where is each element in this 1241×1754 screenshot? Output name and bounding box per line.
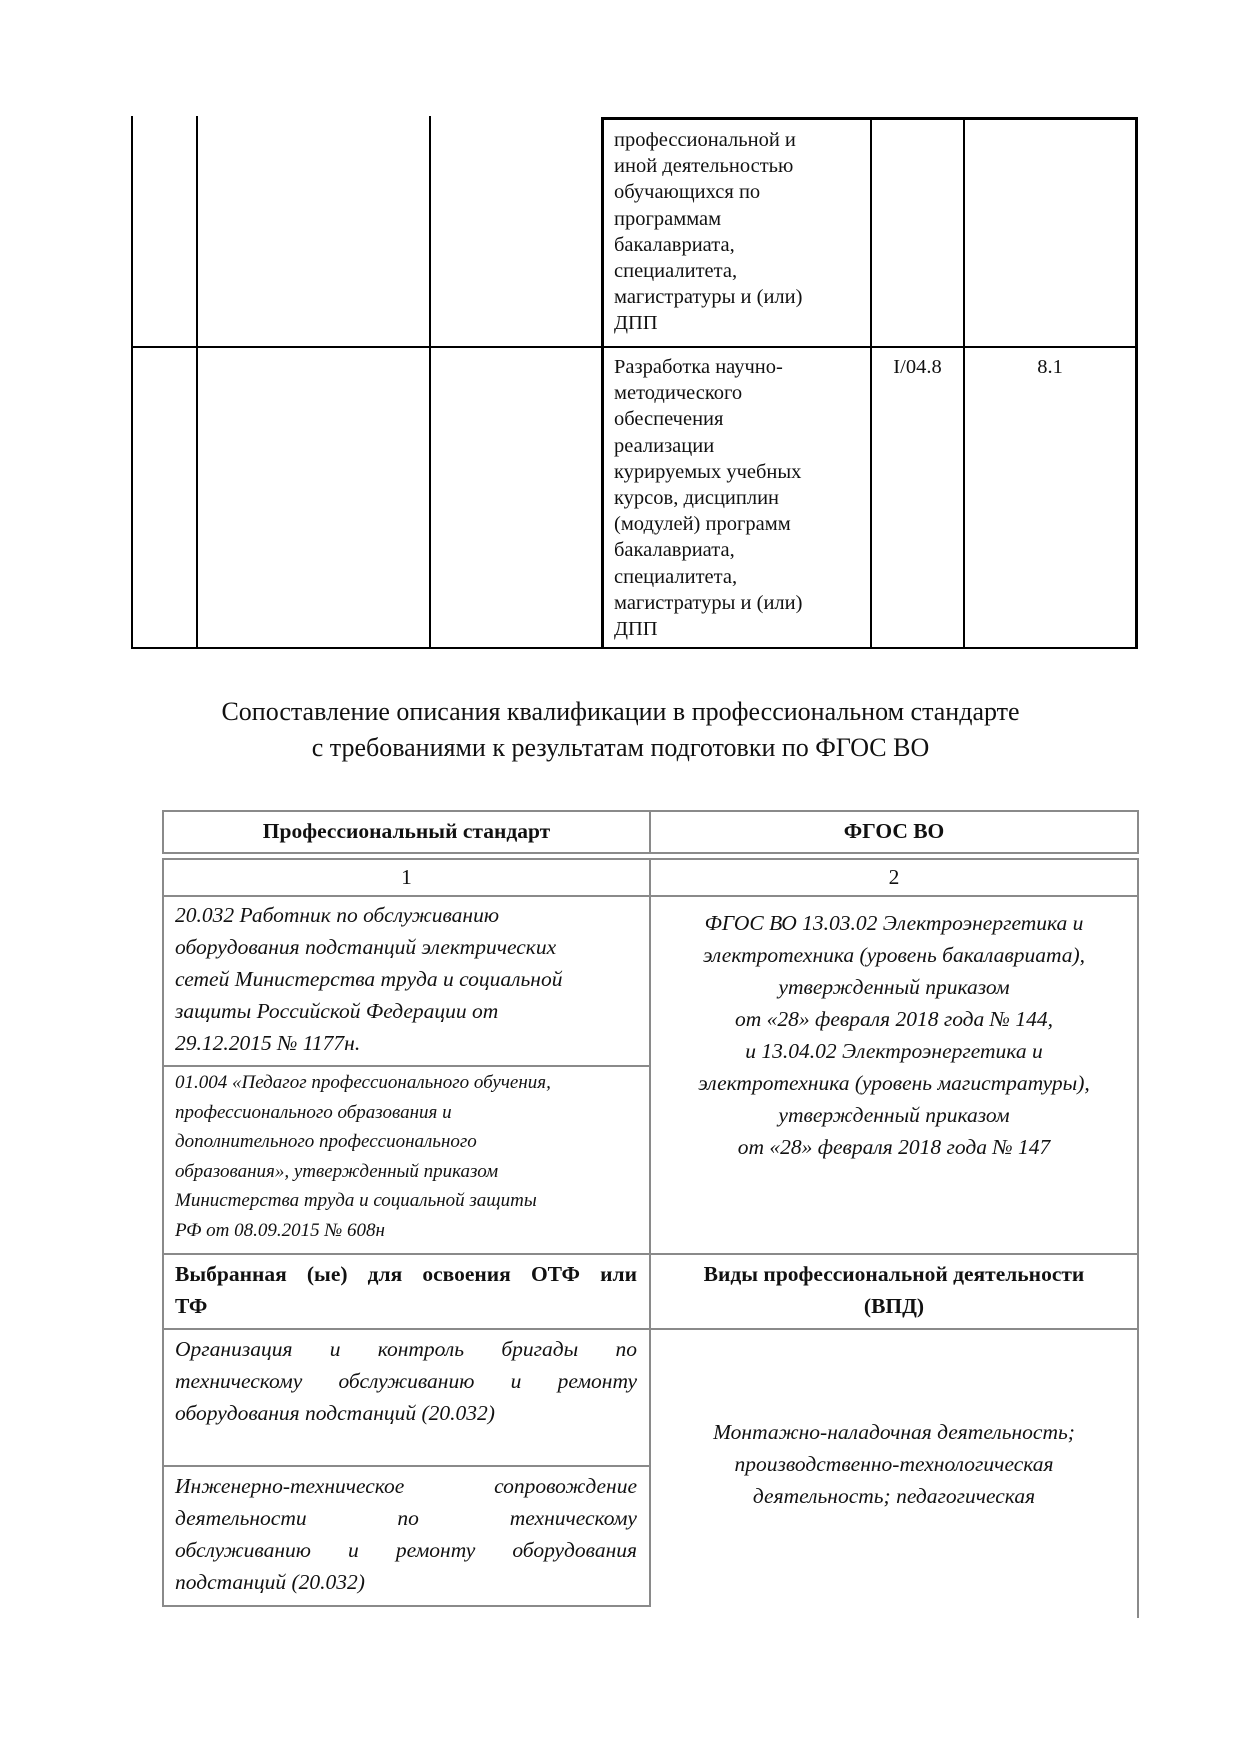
cell-text-line: Виды профессиональной деятельности (703, 1262, 1085, 1286)
table-row (614, 127, 864, 337)
table-border (162, 1253, 1139, 1255)
cell-text-line: 01.004 «Педагог профессионального обучения, (175, 1072, 551, 1093)
column-header-professional-standard: Профессиональный стандарт (262, 819, 551, 843)
table-border (131, 647, 1138, 649)
cell-text-line: (модулей) программ (614, 513, 791, 536)
cell-text-line: от «28» февраля 2018 года № 144, (735, 1007, 1053, 1031)
labor-function (175, 1333, 637, 1429)
cell-text-line: профессионального образования и (175, 1101, 452, 1123)
word: бригады (501, 1337, 579, 1361)
table-row (614, 354, 864, 642)
subheader-activity-types (651, 1258, 1137, 1322)
cell-text-line: бакалавриата, (614, 539, 735, 562)
table-border (601, 117, 1138, 120)
cell-text-line: сетей Министерства труда и социальной (175, 967, 563, 991)
cell-text-line (175, 1365, 637, 1397)
table-border (162, 1605, 650, 1607)
cell-text-line: от «28» февраля 2018 года № 147 (737, 1135, 1051, 1159)
cell-text-line: ФГОС ВО 13.03.02 Электроэнергетика и (704, 911, 1084, 935)
table-border (1135, 118, 1138, 648)
cell-text-line (175, 1470, 637, 1502)
cell-text-line: утвержденный приказом (778, 975, 1010, 999)
professional-activities (651, 1416, 1137, 1512)
standard-20-032 (175, 899, 645, 1059)
qualification-level: 8.1 (1037, 356, 1063, 378)
cell-text-line: ДПП (614, 312, 658, 335)
word: освоения (422, 1262, 511, 1286)
table-border (870, 118, 872, 648)
subheader-selected-functions (175, 1258, 637, 1322)
table-border (162, 1465, 650, 1467)
word: и (347, 1538, 359, 1562)
word: и (329, 1337, 341, 1361)
word: обслуживанию (338, 1369, 475, 1393)
column-number: 2 (888, 865, 900, 889)
table-border (601, 118, 604, 648)
word: Выбранная (175, 1262, 287, 1286)
cell-text-line: специалитета, (614, 565, 738, 588)
cell-text-line: подстанций (20.032) (175, 1570, 365, 1594)
word: сопровождение (494, 1474, 637, 1498)
cell-text-line: методического (614, 382, 743, 405)
cell-text-line: и 13.04.02 Электроэнергетика и (745, 1039, 1043, 1063)
table-border (131, 116, 133, 648)
cell-text-line: бакалавриата, (614, 233, 735, 256)
cell-text-line: Монтажно-наладочная деятельность; (713, 1420, 1075, 1444)
word: контроль (377, 1337, 465, 1361)
word: обслуживанию (175, 1538, 311, 1562)
cell-text-line: электротехника (уровень бакалавриата), (702, 943, 1086, 967)
column-header-fgos: ФГОС ВО (843, 819, 945, 843)
cell-text-line: защиты Российской Федерации от (175, 999, 499, 1023)
cell-text-line: деятельность; педагогическая (752, 1484, 1036, 1508)
cell-text-line: магистратуры и (или) (614, 286, 803, 309)
table-border (131, 346, 1138, 348)
cell-text-line: дополнительного профессионального (175, 1131, 477, 1152)
cell-text-line: оборудования подстанций электрических (175, 935, 557, 959)
cell-text-line: электротехника (уровень магистратуры), (698, 1071, 1090, 1095)
function-code: I/04.8 (893, 356, 942, 378)
labor-function (175, 1470, 637, 1598)
cell-text-line: ДПП (614, 618, 658, 641)
table-border (1137, 858, 1139, 1618)
word: ремонту (395, 1538, 476, 1562)
section-heading-line: Сопоставление описания квалификации в профессиональном стандарте (221, 697, 1020, 726)
table-border (963, 118, 965, 648)
word: по (615, 1337, 637, 1361)
table-border (196, 116, 198, 648)
table-border (429, 116, 431, 648)
cell-text-line: образования», утвержденный приказом (175, 1160, 499, 1182)
word: Организация (175, 1337, 293, 1361)
cell-text-line: утвержденный приказом (778, 1103, 1010, 1127)
table-border (1137, 810, 1139, 854)
cell-text-line: программам (614, 207, 722, 230)
table-border (162, 858, 164, 1607)
word: техническому (509, 1506, 637, 1530)
cell-text-line (175, 1502, 637, 1534)
cell-text-line: курсов, дисциплин (614, 487, 780, 510)
cell-text-line: иной деятельностью (614, 155, 794, 178)
table-border (162, 1328, 1139, 1330)
cell-text-line: обучающихся по (614, 181, 761, 204)
cell-text-line: 29.12.2015 № 1177н. (175, 1031, 361, 1055)
standard-01-004 (175, 1068, 645, 1245)
cell-text-line: производственно-технологическая (734, 1452, 1054, 1476)
cell-text-line (175, 1534, 637, 1566)
cell-text-line: оборудования подстанций (20.032) (175, 1401, 495, 1425)
cell-text-line: специалитета, (614, 260, 738, 283)
cell-text-line: профессиональной и (614, 129, 796, 151)
word: для (367, 1262, 403, 1286)
word: техническому (175, 1369, 303, 1393)
column-number: 1 (401, 865, 412, 889)
word: (ые) (306, 1262, 348, 1286)
word: по (397, 1506, 419, 1530)
cell-text-line: Разработка научно- (614, 356, 783, 378)
word: Инженерно-техническое (175, 1474, 405, 1498)
cell-text-line: ТФ (175, 1294, 208, 1318)
section-heading (0, 694, 1241, 766)
word: деятельности (175, 1506, 307, 1530)
cell-text-line (175, 1333, 637, 1365)
word: ОТФ (530, 1262, 581, 1286)
cell-text-line: (ВПД) (863, 1294, 925, 1318)
cell-text-line (175, 1258, 637, 1290)
cell-text-line: 20.032 Работник по обслуживанию (175, 903, 499, 927)
word: или (600, 1262, 637, 1286)
cell-text-line: курируемых учебных (614, 460, 802, 483)
word: ремонту (557, 1369, 637, 1393)
table-border (162, 1065, 650, 1067)
word: оборудования (512, 1538, 637, 1562)
cell-text-line: реализации (614, 434, 715, 457)
cell-text-line: обеспечения (614, 408, 724, 431)
cell-text-line: Министерства труда и социальной защиты (175, 1190, 537, 1211)
section-heading-line: с требованиями к результатам подготовки по ФГОС ВО (311, 733, 930, 762)
fgos-description (651, 907, 1137, 1163)
word: и (510, 1369, 522, 1393)
cell-text-line: РФ от 08.09.2015 № 608н (175, 1219, 385, 1241)
cell-text-line: магистратуры и (или) (614, 591, 803, 614)
